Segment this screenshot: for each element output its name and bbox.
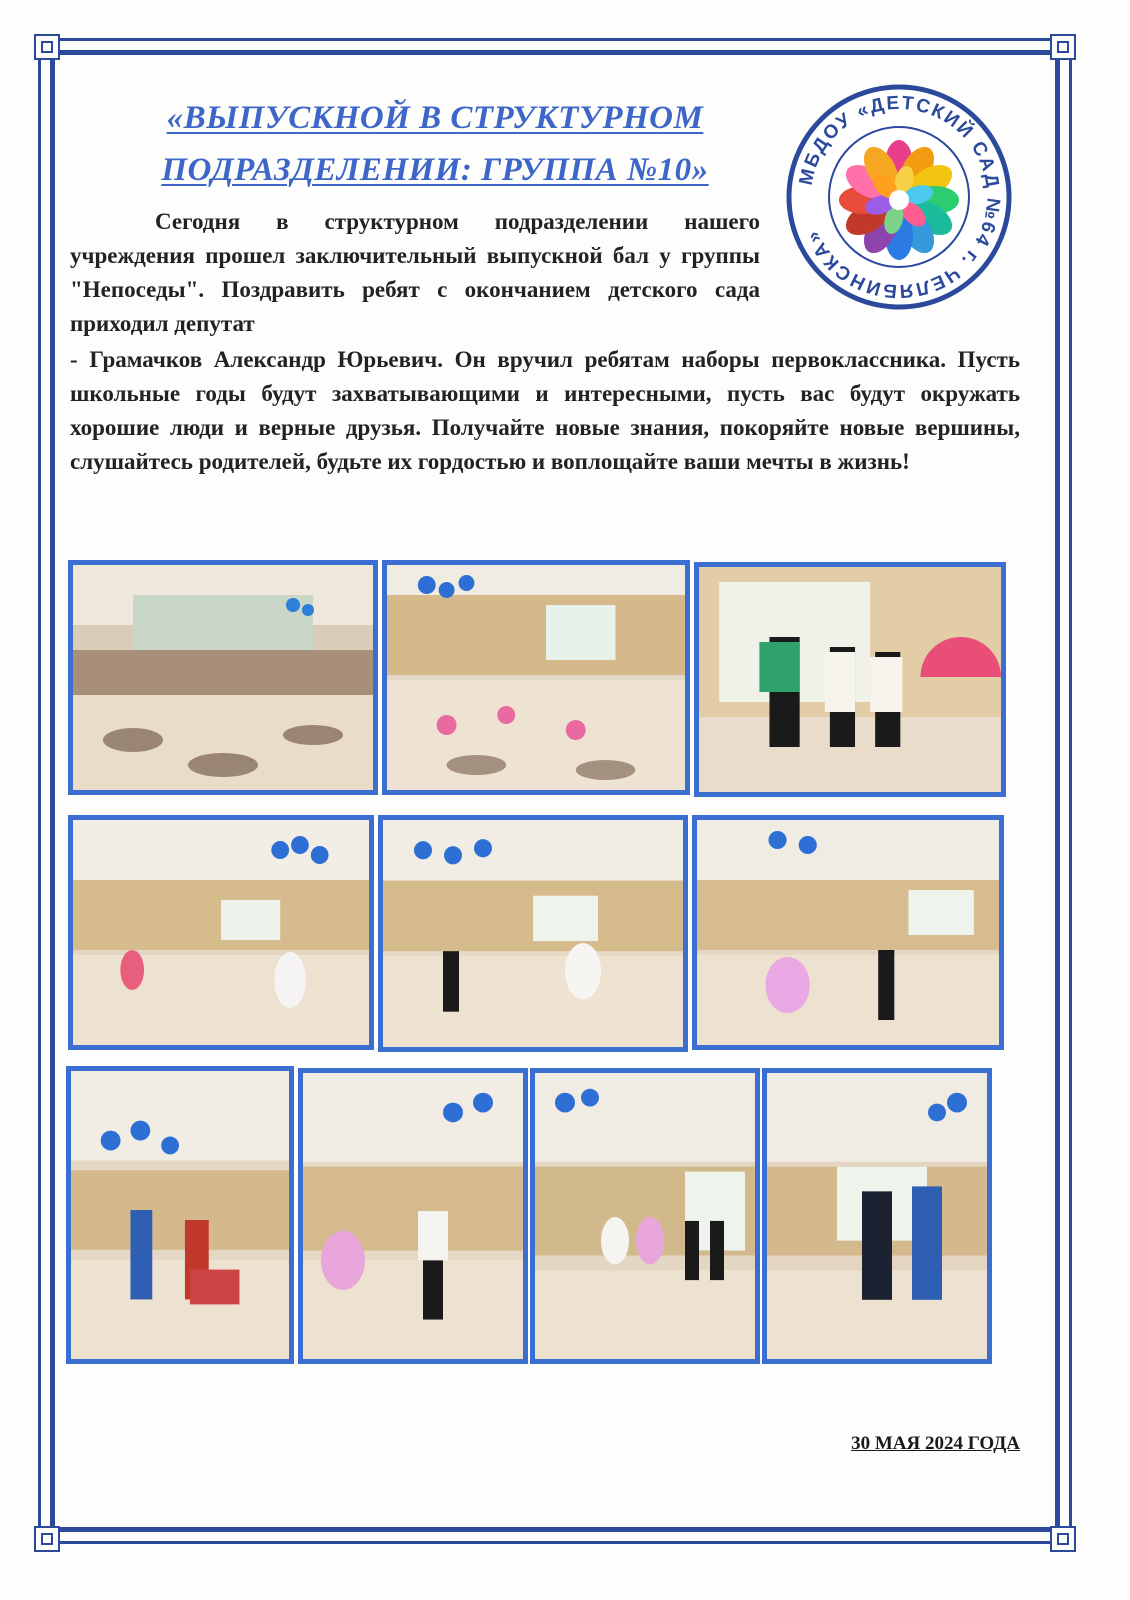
title-line-2: ПОДРАЗДЕЛЕНИИ: ГРУППА №10» (161, 152, 709, 188)
photo-10 (762, 1068, 992, 1364)
photo-4 (68, 815, 374, 1050)
kindergarten-logo (786, 84, 1012, 310)
frame-corner-ornament (34, 34, 60, 60)
body-paragraph-part1: Сегодня в структурном подразделении нашего учреждения прошел заключительный выпускной бал у группы "Непоседы". Поздравить ребят с окончанием детского сада приходил депутат (70, 209, 760, 336)
photo-6 (692, 815, 1004, 1050)
frame-corner-ornament (1050, 34, 1076, 60)
photo-8 (298, 1068, 528, 1364)
date-label: 30 МАЯ 2024 ГОДА (851, 1433, 1020, 1454)
photo-1 (68, 560, 378, 795)
frame-corner-ornament (34, 1526, 60, 1552)
page-title (95, 92, 775, 196)
photo-7 (66, 1066, 294, 1364)
photo-9 (530, 1068, 760, 1364)
photo-5 (378, 815, 688, 1052)
photo-3 (694, 562, 1006, 797)
photo-2 (382, 560, 690, 795)
title-line-1: «ВЫПУСКНОЙ В СТРУКТУРНОМ (166, 100, 704, 136)
body-paragraph-part2: - Грамачков Александр Юрьевич. Он вручил ребятам наборы первоклассника. Пусть школьные годы будут захватывающими и интересными, пусть вас будут окружать хорошие люди и верные друзья. Получайте новые знания, покоряйте новые вершины, слушайтесь родителей, будьте их гордостью и воплощайте ваши мечты в жизнь! (70, 347, 1020, 474)
frame-corner-ornament (1050, 1526, 1076, 1552)
logo-ring-text: МБДОУ «ДЕТСКИЙ САД №64 г. ЧЕЛЯБИНСКА» (795, 92, 1004, 302)
